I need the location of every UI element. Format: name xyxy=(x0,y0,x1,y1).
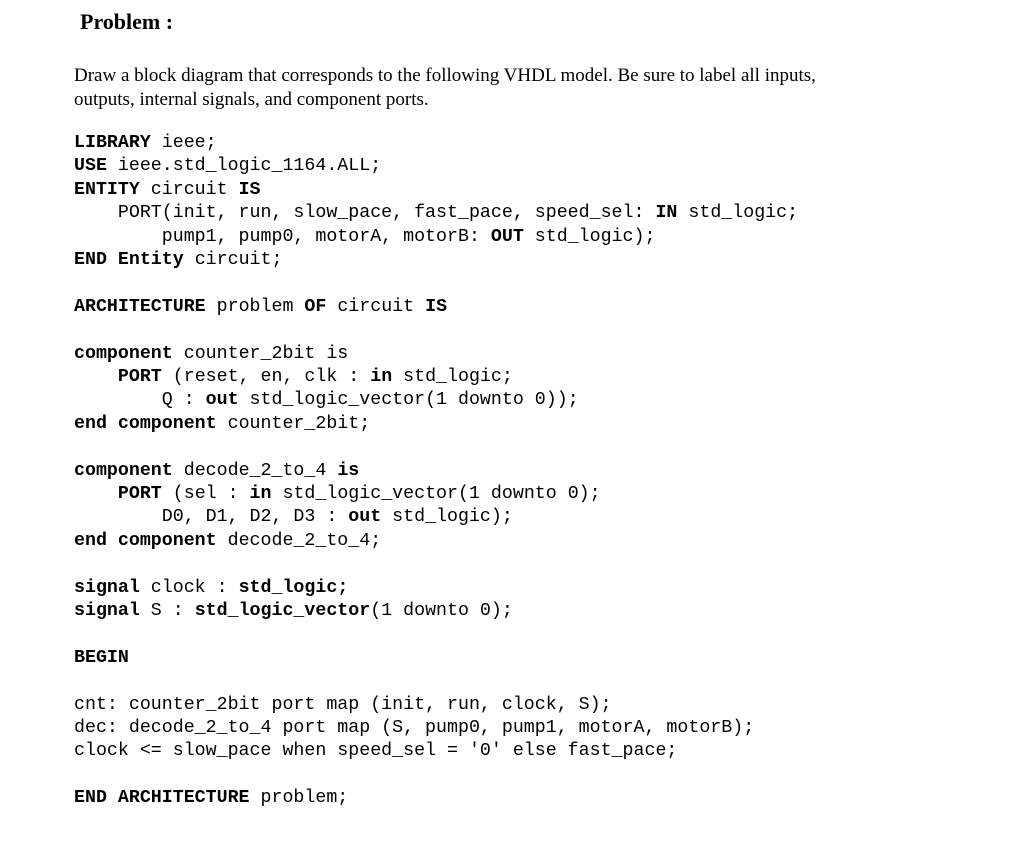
code-line xyxy=(74,155,381,179)
code-text: ieee.std_logic_1164.ALL; xyxy=(106,156,382,177)
code-line xyxy=(74,460,359,484)
code-text: S : xyxy=(139,601,195,621)
code-text: problem xyxy=(205,296,305,317)
code-line xyxy=(74,366,513,390)
code-text: problem; xyxy=(249,788,349,809)
code-keyword: PORT xyxy=(117,484,162,504)
code-text: counter_2bit; xyxy=(216,413,371,434)
code-line xyxy=(74,647,129,671)
code-keyword: USE xyxy=(74,156,107,177)
code-text: circuit; xyxy=(183,250,283,270)
code-line xyxy=(74,179,261,203)
code-line xyxy=(74,202,798,226)
code-text: PORT(init, run, slow_pace, fast_pace, speed_sel: xyxy=(74,203,656,224)
code-keyword: end component xyxy=(74,530,217,551)
code-line xyxy=(74,740,677,764)
code-keyword: BEGIN xyxy=(74,647,129,668)
code-line xyxy=(74,717,754,741)
code-line xyxy=(74,413,370,437)
code-line xyxy=(74,506,513,530)
code-text: circuit xyxy=(139,179,239,200)
code-keyword: LIBRARY xyxy=(74,133,151,153)
code-text: cnt: counter_2bit port map (init, run, clock, S); xyxy=(74,694,612,715)
code-text: decode_2_to_4; xyxy=(216,530,382,551)
code-line xyxy=(74,694,612,718)
code-line xyxy=(74,249,282,273)
code-line xyxy=(74,483,601,507)
code-keyword: out xyxy=(348,507,382,528)
code-keyword: is xyxy=(337,460,360,481)
problem-statement-line-2: outputs, internal signals, and component ports. xyxy=(74,89,429,110)
code-keyword: component xyxy=(74,460,173,481)
problem-statement xyxy=(74,64,954,112)
code-text: clock : xyxy=(139,577,239,598)
code-keyword: ENTITY xyxy=(74,179,140,200)
code-line xyxy=(74,132,217,156)
code-text: std_logic; xyxy=(677,203,799,224)
code-keyword: std_logic_vector xyxy=(194,601,371,621)
code-text: std_logic_vector(1 downto 0); xyxy=(271,484,601,504)
code-text: circuit xyxy=(326,296,426,317)
code-line xyxy=(74,600,513,624)
code-text: clock <= slow_pace when speed_sel = '0' else fast_pace; xyxy=(74,741,678,762)
code-text: counter_2bit is xyxy=(172,343,349,364)
code-keyword: END Entity xyxy=(74,250,184,270)
code-keyword: std_logic; xyxy=(238,577,349,598)
code-text: (sel : xyxy=(161,484,250,504)
code-keyword: OF xyxy=(304,296,327,317)
code-keyword: PORT xyxy=(117,367,162,387)
code-text xyxy=(74,367,118,387)
code-text: dec: decode_2_to_4 port map (S, pump0, pump1, motorA, motorB); xyxy=(74,718,755,738)
code-keyword: signal xyxy=(74,601,140,621)
code-keyword: ARCHITECTURE xyxy=(74,296,206,317)
code-keyword: signal xyxy=(74,577,140,598)
code-text: Q : xyxy=(74,390,206,411)
code-keyword: OUT xyxy=(490,226,524,247)
code-keyword: component xyxy=(74,343,173,364)
code-line xyxy=(74,343,348,367)
code-text: std_logic_vector(1 downto 0)); xyxy=(238,390,579,411)
code-keyword: end component xyxy=(74,413,217,434)
code-line xyxy=(74,530,381,554)
code-text: std_logic; xyxy=(392,367,513,387)
code-keyword: IS xyxy=(238,179,261,200)
code-text xyxy=(74,484,118,504)
code-line xyxy=(74,577,348,601)
code-keyword: IN xyxy=(655,203,678,224)
code-text: std_logic); xyxy=(523,226,656,247)
code-keyword: in xyxy=(370,367,393,387)
code-text: (1 downto 0); xyxy=(370,601,513,621)
code-keyword: in xyxy=(249,484,272,504)
code-text: pump1, pump0, motorA, motorB: xyxy=(74,226,491,247)
code-line xyxy=(74,226,655,250)
code-line xyxy=(74,787,348,811)
code-keyword: IS xyxy=(425,296,448,317)
code-text: std_logic); xyxy=(381,507,513,528)
code-text: (reset, en, clk : xyxy=(161,367,371,387)
code-keyword: out xyxy=(205,390,239,411)
code-text: decode_2_to_4 xyxy=(172,460,338,481)
code-line xyxy=(74,296,447,320)
code-line xyxy=(74,389,579,413)
code-keyword: END ARCHITECTURE xyxy=(74,788,250,809)
problem-heading: Problem : xyxy=(80,9,174,34)
code-text: ieee; xyxy=(150,133,217,153)
code-text: D0, D1, D2, D3 : xyxy=(74,507,349,528)
problem-statement-line-1: Draw a block diagram that corresponds to the following VHDL model. Be sure to label all inputs, xyxy=(74,65,816,86)
